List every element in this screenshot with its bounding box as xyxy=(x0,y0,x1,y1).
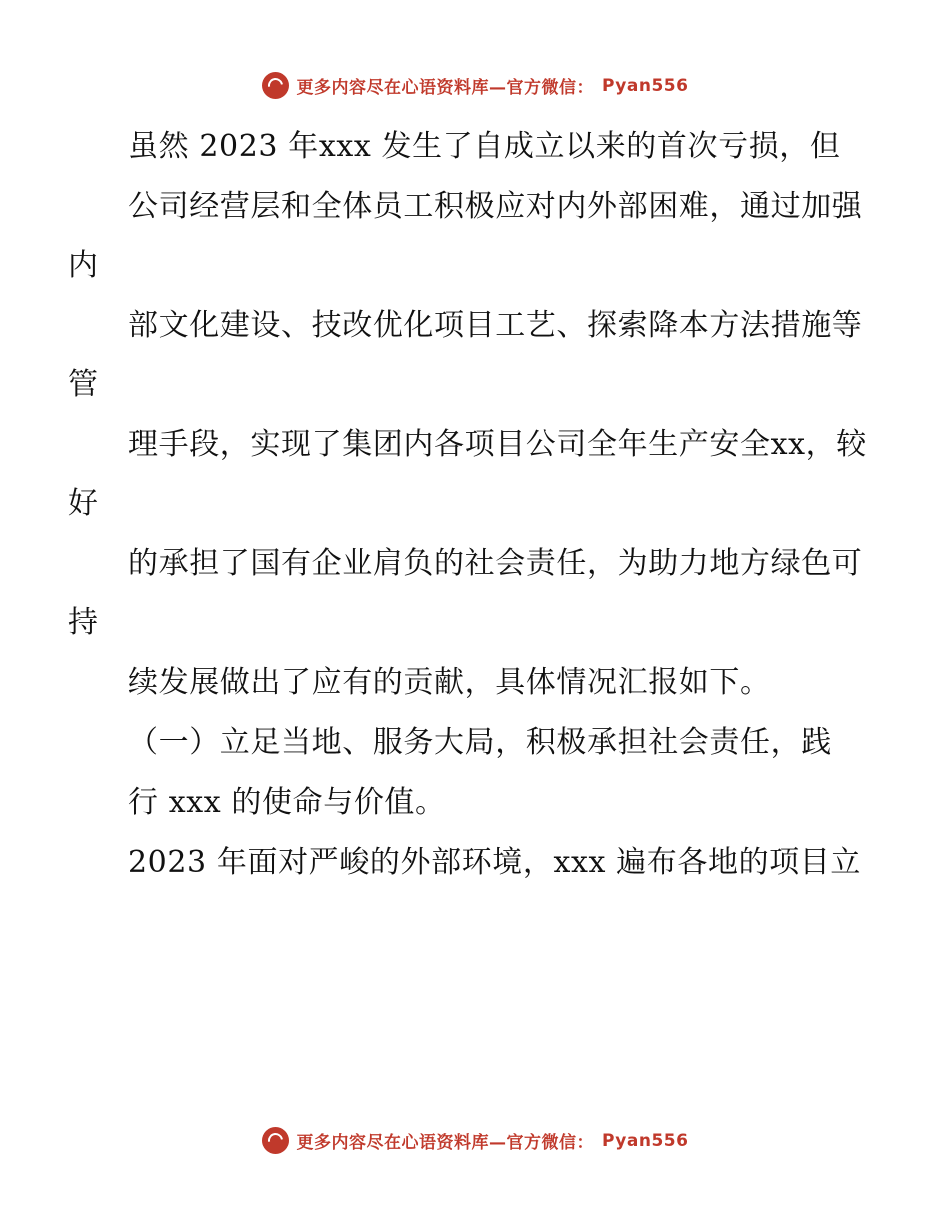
paragraph: 行 xxx 的使命与价值。 xyxy=(128,785,446,820)
watermark-account: Pyan556 xyxy=(602,75,689,96)
watermark-account: Pyan556 xyxy=(602,1130,689,1151)
paragraph: 理手段，实现了集团内各项目公司全年生产安全xx，较好 xyxy=(68,427,867,521)
watermark-bottom xyxy=(0,1127,950,1154)
watermark-top xyxy=(0,72,950,99)
watermark-main-text: 更多内容尽在心语资料库—官方微信： xyxy=(296,78,595,98)
paragraph: 公司经营层和全体员工积极应对内外部困难，通过加强内 xyxy=(68,189,863,283)
watermark-main-text: 更多内容尽在心语资料库—官方微信： xyxy=(296,1133,595,1153)
paragraph: 虽然 2023 年xxx 发生了自成立以来的首次亏损，但 xyxy=(128,129,841,164)
circle-swirl-icon xyxy=(262,1127,289,1154)
paragraph: 的承担了国有企业肩负的社会责任，为助力地方绿色可持 xyxy=(68,546,863,640)
paragraph: 部文化建设、技改优化项目工艺、探索降本方法措施等管 xyxy=(68,308,863,402)
paragraph: 2023 年面对严峻的外部环境，xxx 遍布各地的项目立 xyxy=(128,845,861,880)
paragraph: 续发展做出了应有的贡献，具体情况汇报如下。 xyxy=(128,665,771,700)
paragraph: （一）立足当地、服务大局，积极承担社会责任，践 xyxy=(128,725,832,760)
circle-swirl-icon xyxy=(262,72,289,99)
document-text-body xyxy=(0,99,950,1127)
